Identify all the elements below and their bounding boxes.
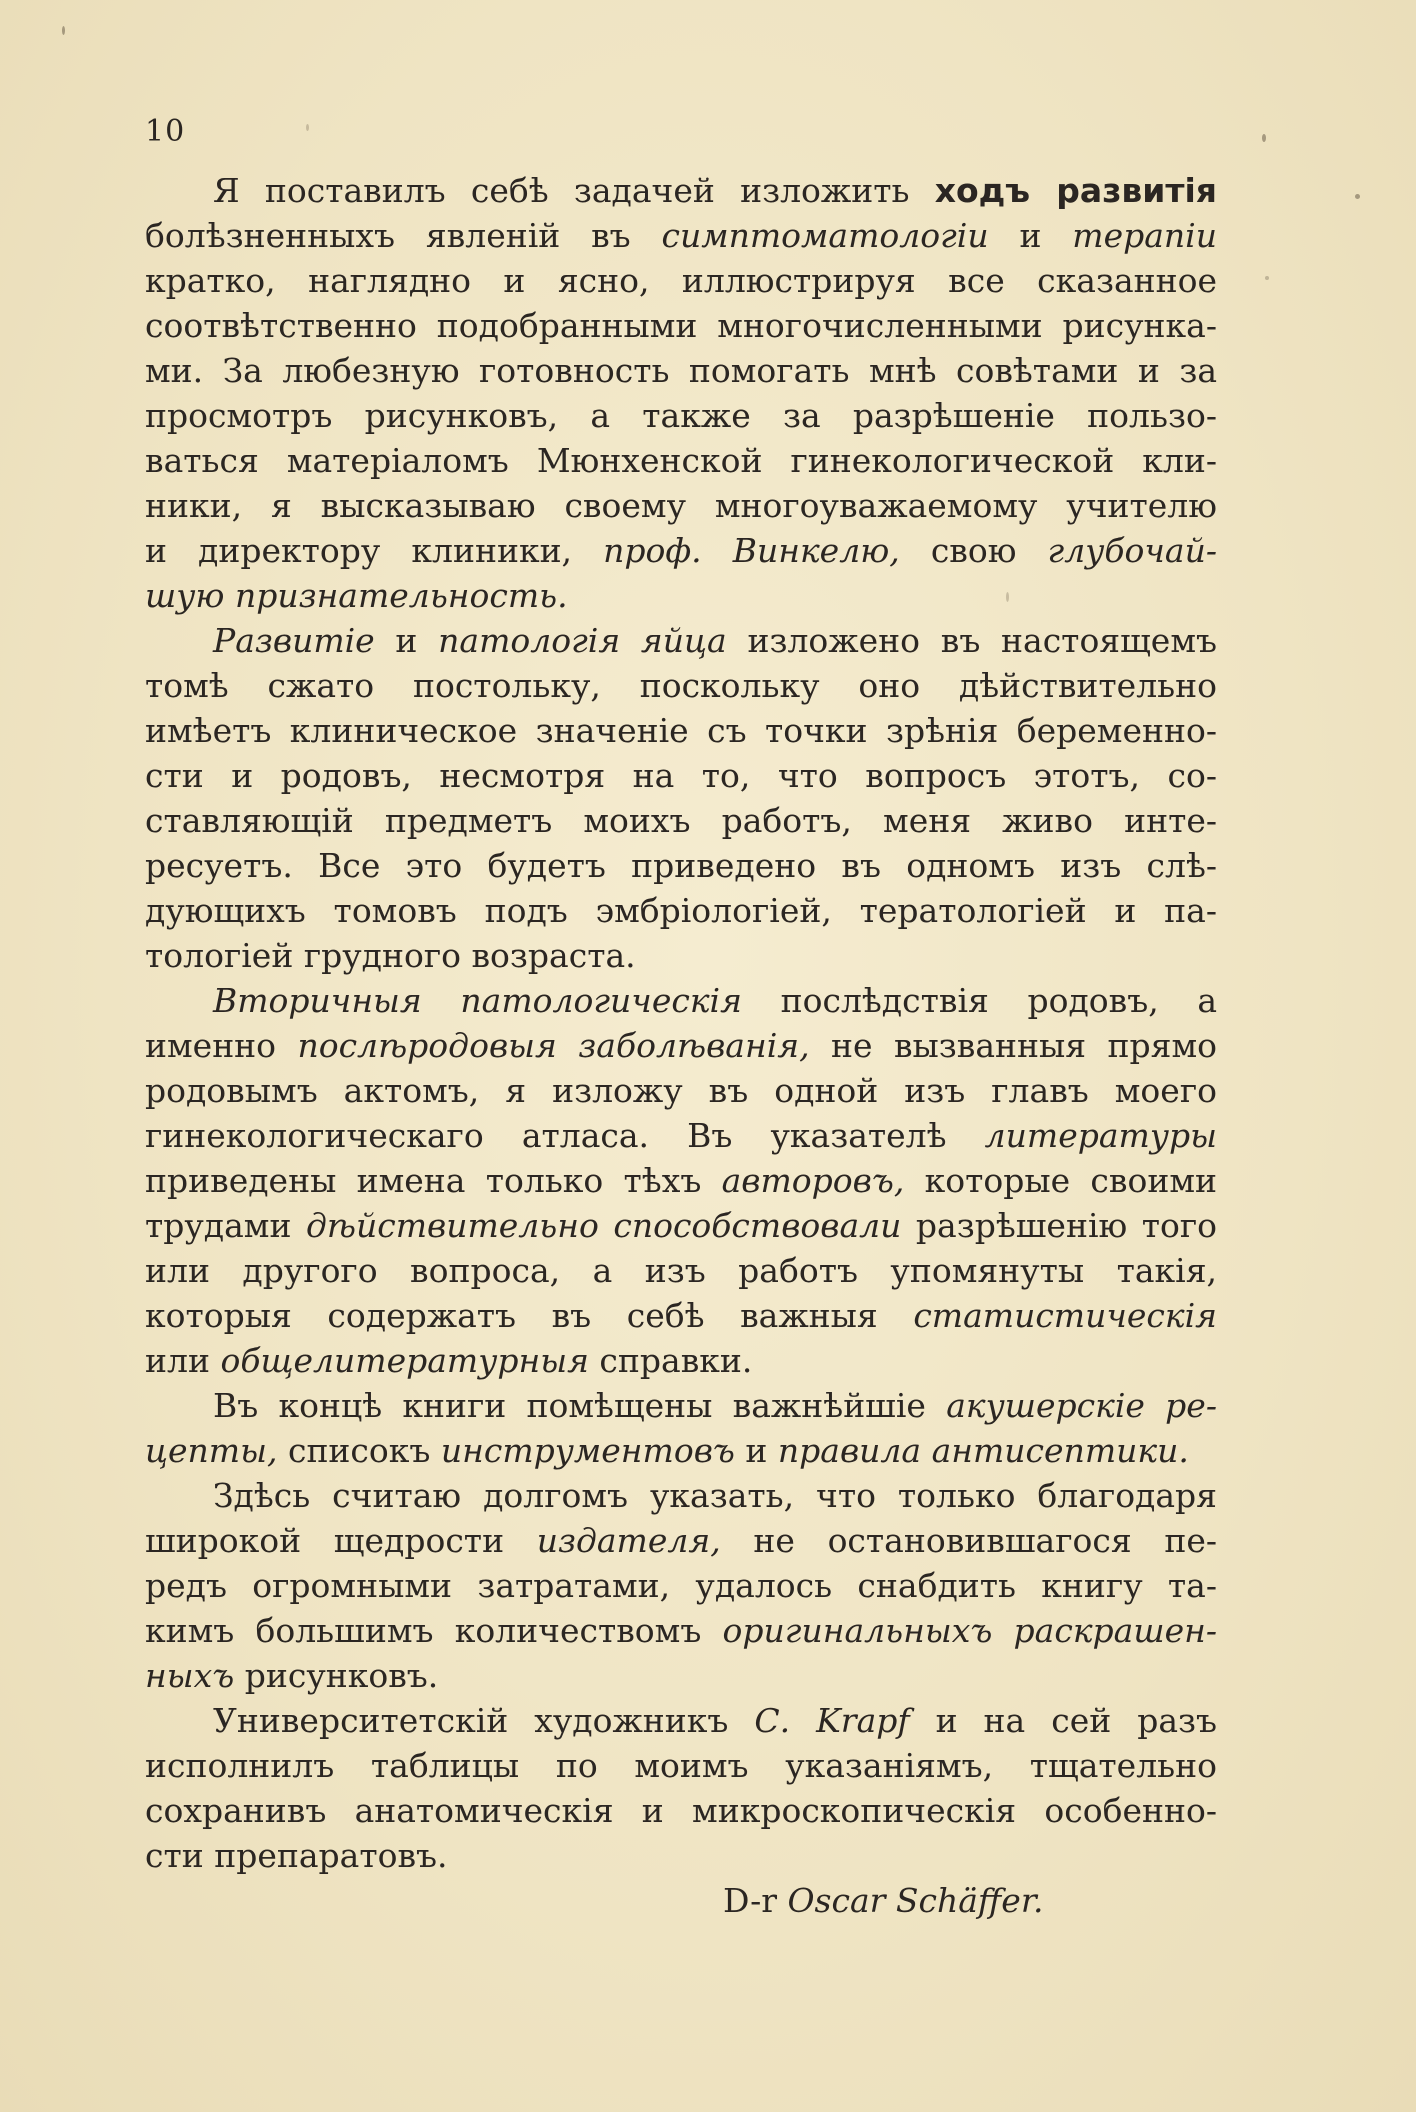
text-line bbox=[145, 1158, 1217, 1203]
text-segment: изложено въ настоящемъ bbox=[726, 621, 1217, 660]
text-segment: гинекологическаго атласа. Въ указателѣ bbox=[145, 1116, 985, 1155]
text-line bbox=[145, 303, 1217, 348]
emphasis-text: глубочай- bbox=[1047, 531, 1217, 570]
text-segment: ми. За любезную готовность помогать мнѣ совѣтами и за bbox=[145, 351, 1217, 390]
text-segment: Я поставилъ себѣ задачей изложить bbox=[213, 171, 935, 210]
text-line bbox=[145, 708, 1217, 753]
text-line bbox=[145, 1383, 1217, 1428]
text-segment: соотвѣтственно подобранными многочисленными рисунка- bbox=[145, 306, 1217, 345]
text-segment: просмотръ рисунковъ, а также за разрѣшеніе пользо- bbox=[145, 396, 1217, 435]
text-segment: справки. bbox=[588, 1341, 753, 1380]
text-segment: томѣ сжато постольку, поскольку оно дѣйствительно bbox=[145, 666, 1217, 705]
emphasis-text: оригинальныхъ раскрашен- bbox=[722, 1611, 1217, 1650]
text-line bbox=[145, 1608, 1217, 1653]
text-line bbox=[145, 1203, 1217, 1248]
text-segment: или другого вопроса, а изъ работъ упомянуты такія, bbox=[145, 1251, 1217, 1290]
text-line bbox=[145, 438, 1217, 483]
paper-speck bbox=[1355, 194, 1360, 199]
text-line bbox=[145, 213, 1217, 258]
emphasis-text: литературы bbox=[984, 1116, 1217, 1155]
text-segment: и bbox=[374, 621, 439, 660]
text-segment: ставляющій предметъ моихъ работъ, меня живо инте- bbox=[145, 801, 1217, 840]
emphasis-text: правила антисептики. bbox=[777, 1431, 1189, 1470]
author-name: Oscar Schäffer. bbox=[787, 1881, 1044, 1920]
text-segment: списокъ bbox=[277, 1431, 441, 1470]
text-line bbox=[145, 978, 1217, 1023]
emphasis-text: статистическія bbox=[913, 1296, 1217, 1335]
bold-text: ходъ развитія bbox=[934, 171, 1217, 210]
text-line bbox=[145, 483, 1217, 528]
text-line bbox=[145, 1428, 1217, 1473]
text-line bbox=[145, 1833, 1217, 1878]
text-segment: не вызванныя прямо bbox=[809, 1026, 1217, 1065]
text-segment: имѣетъ клиническое значеніе съ точки зрѣнія беременно- bbox=[145, 711, 1217, 750]
paragraph bbox=[145, 978, 1217, 1383]
text-segment: дующихъ томовъ подъ эмбріологіей, тератологіей и па- bbox=[145, 891, 1217, 930]
text-line bbox=[145, 1338, 1217, 1383]
text-line bbox=[145, 573, 1217, 618]
text-segment: сти и родовъ, несмотря на то, что вопросъ этотъ, со- bbox=[145, 756, 1217, 795]
text-segment: разрѣшенію того bbox=[901, 1206, 1217, 1245]
text-segment: трудами bbox=[145, 1206, 306, 1245]
text-segment: сти препаратовъ. bbox=[145, 1836, 448, 1875]
text-line bbox=[145, 753, 1217, 798]
paragraph bbox=[145, 1698, 1217, 1878]
emphasis-text: шую признательность. bbox=[145, 576, 568, 615]
emphasis-text: терапіи bbox=[1072, 216, 1217, 255]
text-segment: приведены имена только тѣхъ bbox=[145, 1161, 722, 1200]
text-segment: которые своими bbox=[904, 1161, 1217, 1200]
text-segment: послѣдствія родовъ, а bbox=[741, 981, 1217, 1020]
text-segment: широкой щедрости bbox=[145, 1521, 537, 1560]
emphasis-text: проф. Винкелю, bbox=[603, 531, 900, 570]
paragraph bbox=[145, 1473, 1217, 1698]
paragraph bbox=[145, 1383, 1217, 1473]
text-segment: кратко, наглядно и ясно, иллюстрируя все сказанное bbox=[145, 261, 1217, 300]
text-segment: Въ концѣ книги помѣщены важнѣйшіе bbox=[213, 1386, 947, 1425]
emphasis-text: акушерскіе ре- bbox=[946, 1386, 1217, 1425]
text-line bbox=[145, 348, 1217, 393]
paper-speck bbox=[306, 124, 309, 131]
text-line bbox=[145, 1743, 1217, 1788]
text-segment: рисунковъ. bbox=[234, 1656, 439, 1695]
text-line bbox=[145, 1518, 1217, 1563]
paragraph bbox=[145, 618, 1217, 978]
paragraph bbox=[145, 168, 1217, 618]
emphasis-text: цепты, bbox=[145, 1431, 278, 1470]
text-line bbox=[145, 168, 1217, 213]
text-segment: ваться матеріаломъ Мюнхенской гинекологической кли- bbox=[145, 441, 1217, 480]
emphasis-text: патологія яйца bbox=[438, 621, 727, 660]
text-segment: и директору клиники, bbox=[145, 531, 604, 570]
text-segment: или bbox=[145, 1341, 221, 1380]
paper-speck bbox=[1006, 592, 1009, 602]
text-segment: Университетскій художникъ bbox=[213, 1701, 755, 1740]
emphasis-text: ныхъ bbox=[145, 1656, 235, 1695]
emphasis-text: С. Krapf bbox=[754, 1701, 910, 1740]
paper-speck bbox=[62, 26, 65, 35]
text-segment: ресуетъ. Все это будетъ приведено въ одномъ изъ слѣ- bbox=[145, 846, 1217, 885]
text-segment: и bbox=[988, 216, 1073, 255]
text-segment: которыя содержатъ въ себѣ важныя bbox=[145, 1296, 914, 1335]
text-segment: редъ огромными затратами, удалось снабдить книгу та- bbox=[145, 1566, 1217, 1605]
text-line bbox=[145, 1788, 1217, 1833]
text-line bbox=[145, 1293, 1217, 1338]
emphasis-text: общелитературныя bbox=[220, 1341, 589, 1380]
text-segment: кимъ большимъ количествомъ bbox=[145, 1611, 723, 1650]
text-line bbox=[145, 258, 1217, 303]
emphasis-text: Развитіе bbox=[213, 621, 375, 660]
page-number: 10 bbox=[145, 114, 186, 149]
text-line bbox=[145, 888, 1217, 933]
text-line bbox=[145, 933, 1217, 978]
emphasis-text: дѣйствительно способствовали bbox=[305, 1206, 902, 1245]
preface-text bbox=[145, 168, 1217, 1923]
text-segment: болѣзненныхъ явленій въ bbox=[145, 216, 662, 255]
text-line bbox=[145, 663, 1217, 708]
paper-speck bbox=[1265, 276, 1269, 280]
text-line bbox=[145, 1113, 1217, 1158]
text-segment: Здѣсь считаю долгомъ указать, что только благодаря bbox=[213, 1476, 1217, 1515]
text-line bbox=[145, 528, 1217, 573]
emphasis-text: Вторичныя патологическія bbox=[213, 981, 742, 1020]
text-segment: сохранивъ анатомическія и микроскопическія особенно- bbox=[145, 1791, 1217, 1830]
emphasis-text: авторовъ, bbox=[721, 1161, 905, 1200]
text-line bbox=[145, 1473, 1217, 1518]
text-segment: ники, я высказываю своему многоуважаемому учителю bbox=[145, 486, 1217, 525]
emphasis-text: симптоматологіи bbox=[661, 216, 989, 255]
text-line bbox=[145, 393, 1217, 438]
text-line bbox=[145, 798, 1217, 843]
text-segment: тологіей грудного возраста. bbox=[145, 936, 636, 975]
emphasis-text: инструментовъ bbox=[440, 1431, 735, 1470]
author-signature bbox=[145, 1878, 1217, 1923]
text-line bbox=[145, 1698, 1217, 1743]
text-line bbox=[145, 618, 1217, 663]
author-title: D-r bbox=[723, 1881, 788, 1920]
text-segment: именно bbox=[145, 1026, 298, 1065]
emphasis-text: издателя, bbox=[536, 1521, 721, 1560]
text-segment: родовымъ актомъ, я изложу въ одной изъ главъ моего bbox=[145, 1071, 1217, 1110]
text-line bbox=[145, 1653, 1217, 1698]
emphasis-text: послѣродовыя заболѣванія, bbox=[297, 1026, 810, 1065]
text-line bbox=[145, 1023, 1217, 1068]
text-segment: и bbox=[734, 1431, 778, 1470]
text-segment: исполнилъ таблицы по моимъ указаніямъ, тщательно bbox=[145, 1746, 1217, 1785]
text-line bbox=[145, 1563, 1217, 1608]
text-segment: не остановившагося пе- bbox=[720, 1521, 1217, 1560]
text-line bbox=[145, 1248, 1217, 1293]
text-segment: и на сей разъ bbox=[909, 1701, 1217, 1740]
text-line bbox=[145, 1068, 1217, 1113]
paper-speck bbox=[1262, 134, 1266, 142]
text-segment: свою bbox=[899, 531, 1048, 570]
text-line bbox=[145, 843, 1217, 888]
